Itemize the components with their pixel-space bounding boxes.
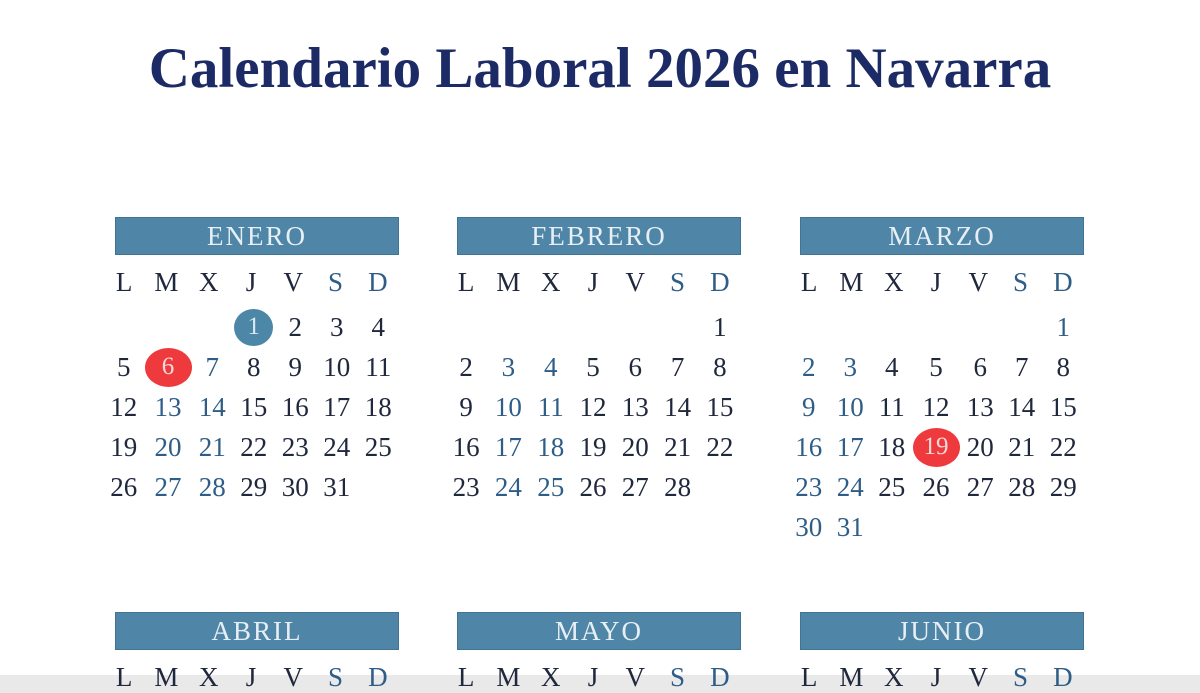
weekday-header-row — [445, 267, 741, 298]
weekday-label-m: M — [839, 267, 864, 297]
day-enero-15: 15 — [240, 391, 268, 422]
day-marzo-13: 13 — [966, 391, 994, 422]
day-febrero-15: 15 — [706, 391, 734, 422]
day-enero-1 — [233, 307, 275, 347]
day-marzo-17: 17 — [836, 431, 864, 462]
weekday-header-row — [788, 267, 1084, 298]
day-enero-14: 14 — [198, 391, 226, 422]
empty-cell — [192, 307, 234, 347]
day-enero-6 — [145, 347, 192, 387]
day-febrero-21: 21 — [664, 431, 692, 462]
day-marzo-19 — [913, 427, 960, 467]
weekday-label-s: S — [1013, 267, 1029, 297]
weekday-label-x: X — [883, 267, 904, 297]
day-marzo-12: 12 — [922, 391, 950, 422]
day-febrero-22: 22 — [706, 431, 734, 462]
weekday-label-x: X — [198, 662, 219, 692]
day-enero-20: 20 — [154, 431, 182, 462]
weekday-label-l: L — [800, 267, 818, 297]
day-febrero-10: 10 — [494, 391, 522, 422]
day-marzo-22: 22 — [1049, 431, 1077, 462]
weekday-label-x: X — [883, 662, 904, 692]
day-marzo-6: 6 — [973, 351, 987, 382]
day-febrero-17: 17 — [494, 431, 522, 462]
weekday-label-l: L — [115, 267, 133, 297]
empty-cell — [656, 307, 698, 347]
weekday-label-v: V — [625, 662, 646, 692]
weekday-label-v: V — [283, 662, 304, 692]
day-marzo-15: 15 — [1049, 391, 1077, 422]
empty-cell — [487, 307, 529, 347]
empty-cell — [913, 307, 960, 347]
weekday-label-m: M — [154, 267, 179, 297]
empty-cell — [145, 307, 192, 347]
weekday-label-s: S — [1013, 662, 1029, 692]
day-marzo-16: 16 — [795, 431, 823, 462]
day-enero-22: 22 — [240, 431, 268, 462]
day-marzo-28: 28 — [1008, 471, 1036, 502]
day-marzo-4: 4 — [885, 351, 899, 382]
day-grid — [788, 307, 1084, 547]
day-febrero-4: 4 — [543, 351, 558, 382]
page-title: Calendario Laboral 2026 en Navarra — [148, 37, 1052, 100]
weekday-label-s: S — [328, 662, 344, 692]
day-enero-31: 31 — [323, 471, 351, 502]
day-enero-11: 11 — [365, 351, 392, 382]
month-febrero — [452, 217, 741, 507]
day-enero-23: 23 — [281, 431, 309, 462]
day-grid — [445, 307, 741, 507]
day-marzo-25: 25 — [878, 471, 906, 502]
day-febrero-7: 7 — [670, 351, 685, 382]
weekday-label-x: X — [198, 267, 219, 297]
special-badge: 1 — [234, 309, 273, 346]
weekday-label-d: D — [1053, 662, 1073, 692]
day-febrero-2: 2 — [459, 351, 473, 382]
month-header-junio: JUNIO — [800, 612, 1084, 650]
day-marzo-10: 10 — [836, 391, 864, 422]
day-febrero-8: 8 — [713, 351, 727, 382]
weekday-label-l: L — [800, 662, 818, 692]
weekday-label-v: V — [968, 662, 989, 692]
day-enero-2: 2 — [288, 311, 302, 342]
day-marzo-14: 14 — [1008, 391, 1036, 422]
weekday-label-l: L — [457, 662, 475, 692]
weekday-label-j: J — [245, 662, 257, 692]
day-enero-17: 17 — [323, 391, 351, 422]
day-marzo-9: 9 — [802, 391, 816, 422]
day-febrero-9: 9 — [459, 391, 473, 422]
empty-cell — [572, 307, 614, 347]
day-enero-13: 13 — [154, 391, 182, 422]
day-febrero-27: 27 — [621, 471, 649, 502]
empty-cell — [445, 307, 487, 347]
weekday-label-s: S — [328, 267, 344, 297]
day-marzo-7: 7 — [1015, 351, 1029, 382]
day-enero-5: 5 — [117, 351, 131, 382]
weekday-label-x: X — [540, 267, 561, 297]
weekday-label-s: S — [670, 267, 686, 297]
day-enero-16: 16 — [281, 391, 309, 422]
day-enero-12: 12 — [110, 391, 138, 422]
day-marzo-29: 29 — [1049, 471, 1077, 502]
month-junio — [800, 612, 1084, 693]
day-enero-27: 27 — [154, 471, 182, 502]
weekday-label-d: D — [710, 267, 730, 297]
day-marzo-30: 30 — [795, 511, 823, 542]
day-enero-8: 8 — [247, 351, 261, 382]
day-enero-28: 28 — [198, 471, 226, 502]
weekday-label-d: D — [368, 662, 388, 692]
weekday-label-j: J — [587, 267, 599, 297]
empty-cell — [530, 307, 572, 347]
day-marzo-26: 26 — [922, 471, 950, 502]
day-febrero-1: 1 — [713, 311, 727, 342]
empty-cell — [830, 307, 872, 347]
day-febrero-13: 13 — [621, 391, 649, 422]
day-febrero-5: 5 — [586, 351, 600, 382]
weekday-label-x: X — [540, 662, 561, 692]
day-marzo-1: 1 — [1056, 311, 1070, 342]
day-enero-7: 7 — [205, 351, 219, 382]
weekday-label-m: M — [839, 662, 864, 692]
empty-cell — [960, 307, 1002, 347]
weekday-header-row — [103, 662, 399, 693]
day-febrero-6: 6 — [628, 351, 643, 382]
day-enero-26: 26 — [110, 471, 138, 502]
day-febrero-26: 26 — [579, 471, 607, 502]
month-header-marzo: MARZO — [800, 217, 1084, 255]
weekday-label-v: V — [625, 267, 646, 297]
weekday-label-l: L — [457, 267, 475, 297]
weekday-header-row — [445, 662, 741, 693]
weekday-label-l: L — [115, 662, 133, 692]
weekday-label-j: J — [587, 662, 599, 692]
weekday-label-s: S — [670, 662, 686, 692]
day-marzo-8: 8 — [1056, 351, 1070, 382]
empty-cell — [614, 307, 656, 347]
day-febrero-14: 14 — [664, 391, 692, 422]
day-marzo-3: 3 — [843, 351, 857, 382]
day-febrero-23: 23 — [452, 471, 480, 502]
day-enero-30: 30 — [281, 471, 309, 502]
day-grid — [103, 307, 399, 507]
month-abril — [115, 612, 399, 693]
day-febrero-18: 18 — [537, 431, 565, 462]
day-enero-19: 19 — [110, 431, 138, 462]
day-febrero-16: 16 — [452, 431, 480, 462]
weekday-header-row — [788, 662, 1084, 693]
empty-cell — [788, 307, 830, 347]
day-enero-10: 10 — [323, 351, 351, 382]
day-enero-18: 18 — [364, 391, 392, 422]
day-marzo-23: 23 — [795, 471, 823, 502]
day-marzo-27: 27 — [966, 471, 994, 502]
day-febrero-28: 28 — [664, 471, 692, 502]
day-enero-29: 29 — [240, 471, 268, 502]
day-febrero-19: 19 — [579, 431, 607, 462]
day-febrero-24: 24 — [494, 471, 522, 502]
weekday-label-j: J — [930, 267, 942, 297]
weekday-label-d: D — [710, 662, 730, 692]
day-marzo-21: 21 — [1008, 431, 1036, 462]
month-mayo — [457, 612, 741, 693]
day-enero-25: 25 — [364, 431, 392, 462]
weekday-label-v: V — [968, 267, 989, 297]
weekday-label-v: V — [283, 267, 304, 297]
weekday-label-j: J — [930, 662, 942, 692]
day-marzo-5: 5 — [929, 351, 943, 382]
day-febrero-20: 20 — [621, 431, 649, 462]
weekday-label-m: M — [496, 267, 521, 297]
weekday-label-j: J — [245, 267, 257, 297]
holiday-badge: 19 — [913, 428, 960, 467]
day-marzo-20: 20 — [966, 431, 994, 462]
empty-cell — [103, 307, 145, 347]
day-febrero-11: 11 — [537, 391, 564, 422]
month-header-enero: ENERO — [115, 217, 399, 255]
month-header-mayo: MAYO — [457, 612, 741, 650]
month-enero — [110, 217, 399, 507]
day-marzo-11: 11 — [878, 391, 905, 422]
day-marzo-31: 31 — [836, 511, 864, 542]
day-enero-3: 3 — [330, 311, 344, 342]
day-enero-9: 9 — [288, 351, 302, 382]
day-marzo-24: 24 — [836, 471, 864, 502]
weekday-label-m: M — [154, 662, 179, 692]
day-enero-21: 21 — [198, 431, 226, 462]
day-enero-24: 24 — [323, 431, 351, 462]
weekday-label-d: D — [368, 267, 388, 297]
day-febrero-25: 25 — [537, 471, 565, 502]
day-marzo-2: 2 — [802, 351, 816, 382]
weekday-label-d: D — [1053, 267, 1073, 297]
month-header-febrero: FEBRERO — [457, 217, 741, 255]
day-marzo-18: 18 — [878, 431, 906, 462]
weekday-label-m: M — [496, 662, 521, 692]
day-febrero-12: 12 — [579, 391, 607, 422]
month-marzo — [795, 217, 1084, 547]
empty-cell — [871, 307, 913, 347]
day-febrero-3: 3 — [501, 351, 516, 382]
day-enero-4: 4 — [371, 311, 385, 342]
month-header-abril: ABRIL — [115, 612, 399, 650]
holiday-badge: 6 — [145, 348, 192, 387]
weekday-header-row — [103, 267, 399, 298]
empty-cell — [1001, 307, 1043, 347]
